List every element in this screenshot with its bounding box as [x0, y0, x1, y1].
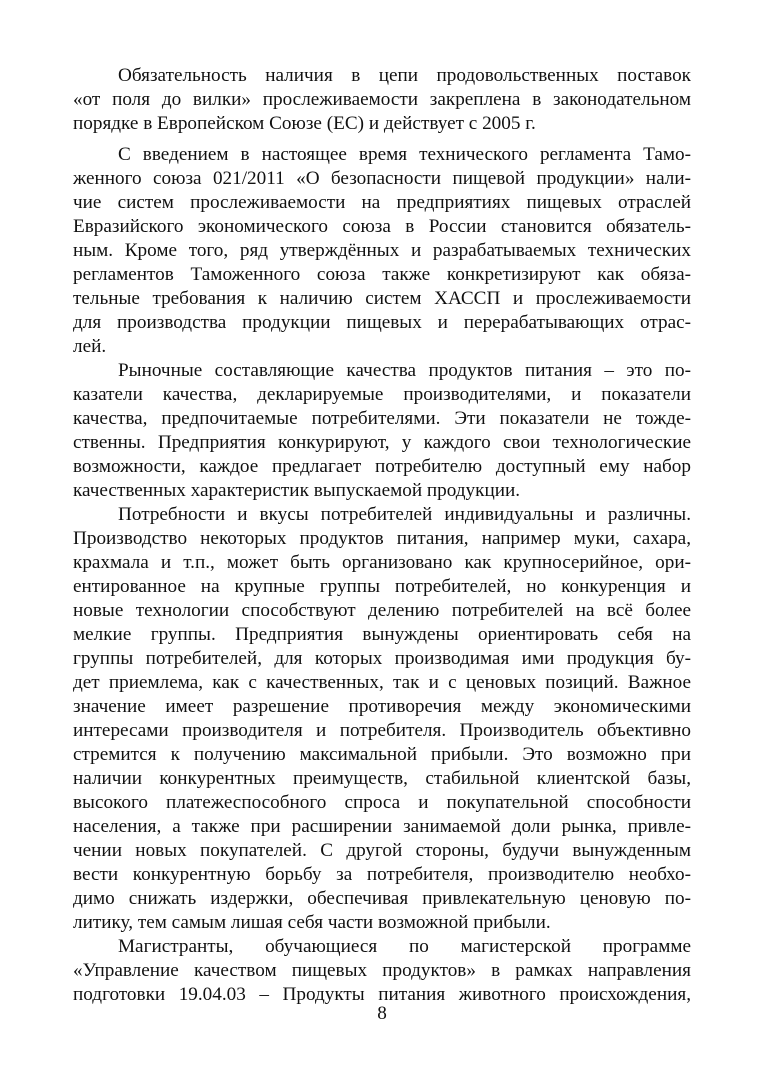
paragraph-3-line-6: качественных характеристик выпускаемой продукции.	[73, 480, 521, 501]
paragraph-3-line-3: качества, предпочитаемые потребителями. Эти показатели не тожде-	[73, 408, 691, 429]
document-page	[73, 64, 691, 1064]
page-number: 8	[377, 1003, 387, 1024]
paragraph-2-line-4: Евразийского экономического союза в России становится обязатель-	[73, 216, 691, 237]
paragraph-4-line-10: интересами производителя и потребителя. Производитель объективно	[73, 720, 691, 741]
paragraph-4-line-17: димо снижать издержки, обеспечивая привлекательную ценовую по-	[73, 888, 691, 909]
paragraph-2-line-5: ным. Кроме того, ряд утверждённых и разрабатываемых технических	[73, 240, 691, 261]
paragraph-3-line-5: возможности, каждое предлагает потребителю доступный ему набор	[73, 456, 691, 477]
paragraph-2-line-6: регламентов Таможенного союза также конкретизируют как обяза-	[73, 264, 691, 285]
paragraph-1-line-2: «от поля до вилки» прослеживаемости закреплена в законодательном	[73, 89, 691, 110]
paragraph-5-line-2: «Управление качеством пищевых продуктов» в рамках направления	[73, 960, 691, 981]
paragraph-5-line-3: подготовки 19.04.03 – Продукты питания животного происхождения,	[73, 984, 691, 1005]
paragraph-4-line-13: высокого платежеспособного спроса и покупательной способности	[73, 792, 691, 813]
paragraph-4-line-5: новые технологии способствуют делению потребителей на всё более	[73, 600, 691, 621]
paragraph-4-line-14: населения, а также при расширении занимаемой доли рынка, привле-	[73, 816, 691, 837]
paragraph-1-line-3: порядке в Европейском Союзе (ЕС) и действует с 2005 г.	[73, 113, 536, 134]
paragraph-2-line-8: для производства продукции пищевых и перерабатывающих отрас-	[73, 312, 691, 333]
paragraph-4-line-3: крахмала и т.п., может быть организовано как крупносерийное, ори-	[73, 552, 691, 573]
paragraph-4-line-12: наличии конкурентных преимуществ, стабильной клиентской базы,	[73, 768, 691, 789]
paragraph-5-line-1: Магистранты, обучающиеся по магистерской программе	[118, 936, 691, 957]
paragraph-1-line-1: Обязательность наличия в цепи продовольственных поставок	[118, 65, 691, 86]
paragraph-3-line-2: казатели качества, декларируемые производителями, и показатели	[73, 384, 691, 405]
paragraph-4-line-18: литику, тем самым лишая себя части возможной прибыли.	[73, 912, 551, 933]
paragraph-4-line-15: чении новых покупателей. С другой стороны, будучи вынужденным	[73, 840, 691, 861]
paragraph-4-line-6: мелкие группы. Предприятия вынуждены ориентировать себя на	[73, 624, 691, 645]
paragraph-3-line-1: Рыночные составляющие качества продуктов питания – это по-	[118, 360, 691, 381]
paragraph-2-line-3: чие систем прослеживаемости на предприятиях пищевых отраслей	[73, 192, 691, 213]
paragraph-4-line-9: значение имеет разрешение противоречия между экономическими	[73, 696, 691, 717]
paragraph-4-line-11: стремится к получению максимальной прибыли. Это возможно при	[73, 744, 691, 765]
paragraph-4-line-7: группы потребителей, для которых производимая ими продукция бу-	[73, 648, 691, 669]
paragraph-2-line-1: С введением в настоящее время технического регламента Тамо-	[118, 144, 691, 165]
paragraph-4-line-4: ентированное на крупные группы потребителей, но конкуренция и	[73, 576, 691, 597]
paragraph-4-line-2: Производство некоторых продуктов питания, например муки, сахара,	[73, 528, 691, 549]
paragraph-3-line-4: ственны. Предприятия конкурируют, у каждого свои технологические	[73, 432, 691, 453]
paragraph-4-line-8: дет приемлема, как с качественных, так и с ценовых позиций. Важное	[73, 672, 691, 693]
paragraph-4-line-1: Потребности и вкусы потребителей индивидуальны и различны.	[118, 504, 691, 525]
paragraph-2-line-9: лей.	[73, 336, 107, 357]
paragraph-2-line-7: тельные требования к наличию систем ХАССП и прослеживаемости	[73, 288, 691, 309]
paragraph-2-line-2: женного союза 021/2011 «О безопасности пищевой продукции» нали-	[73, 168, 691, 189]
paragraph-4-line-16: вести конкурентную борьбу за потребителя, производителю необхо-	[73, 864, 691, 885]
